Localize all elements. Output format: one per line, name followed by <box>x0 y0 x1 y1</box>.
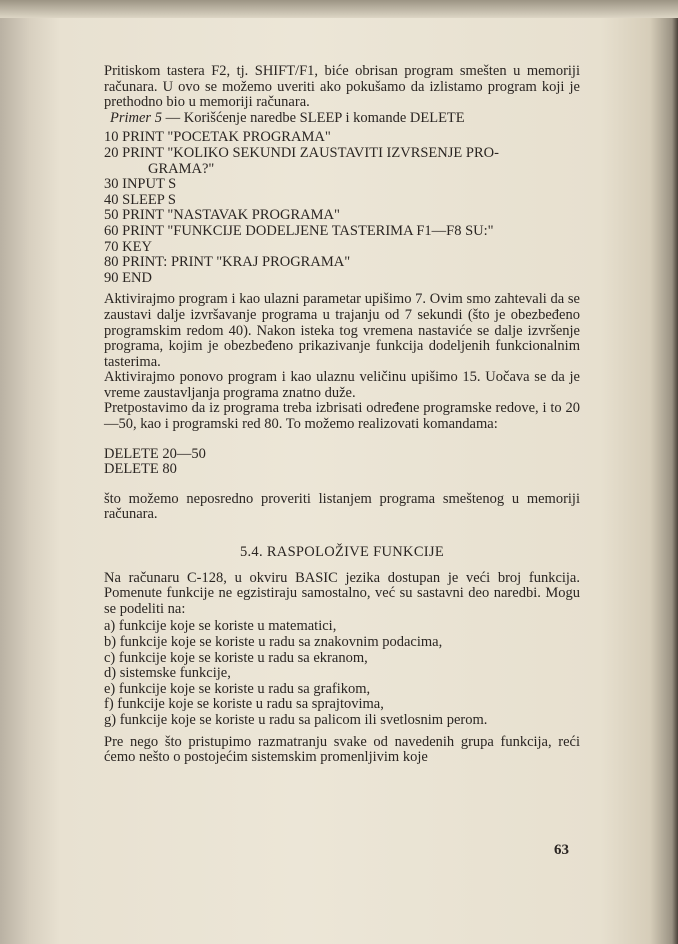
list-item: f) funkcije koje se koriste u radu sa sprajtovima, <box>104 696 384 713</box>
list-item: e) funkcije koje se koriste u radu sa grafikom, <box>104 680 371 697</box>
code-line: 60 PRINT "FUNKCIJE DODELJENE TASTERIMA F1—F8 SU:" <box>104 222 494 239</box>
paragraph-activate: Aktivirajmo program i kao ulazni parametar upišimo 7. Ovim smo zahtevali da se zaustavi dalje izvršavanje programa u trajanju od 7 sekundi (što je obezbeđeno programskim redom 40). Nakon isteka tog vremena nastaviće se dalje izvršenje programa, kojim je obezbeđeno prikazivanje funkcija dodeljenih funkcionalnim tasterima. <box>104 291 580 370</box>
code-line: 10 PRINT "POCETAK PROGRAMA" <box>104 129 331 146</box>
code-line: 20 PRINT "KOLIKO SEKUNDI ZAUSTAVITI IZVRSENJE PRO- <box>104 144 499 161</box>
code-line: 50 PRINT "NASTAVAK PROGRAMA" <box>104 207 340 224</box>
list-item: c) funkcije koje se koriste u radu sa ekranom, <box>104 649 368 666</box>
code-line-continuation: GRAMA?" <box>148 160 215 177</box>
function-category-list <box>104 619 580 728</box>
delete-commands <box>104 447 580 478</box>
list-item: a) funkcije koje se koriste u matematici, <box>104 618 337 635</box>
code-line: 90 END <box>104 269 152 286</box>
command-line: DELETE 80 <box>104 461 177 478</box>
basic-program-listing <box>104 130 580 286</box>
code-line: 40 SLEEP S <box>104 191 176 208</box>
list-item: b) funkcije koje se koriste u radu sa znakovnim podacima, <box>104 634 443 650</box>
page-content <box>104 64 580 766</box>
example-label: Primer 5 <box>110 109 162 126</box>
paragraph-delete-lines: Pretpostavimo da iz programa treba izbrisati određene programske redove, i to 20—50, kao i programski red 80. To možemo realizovati komandama: <box>104 400 580 433</box>
list-item: g) funkcije koje se koriste u radu sa palicom ili svetlosnim perom. <box>104 711 488 728</box>
paragraph-functions-intro: Na računaru C-128, u okviru BASIC jezika dostupan je veći broj funkcija. Pomenute funkcije ne egzistiraju samostalno, već su sastavni deo naredbi. Mogu se podeliti na: <box>104 569 580 617</box>
paragraph-verify: što možemo neposredno proveriti listanjem programa smeštenog u memoriji računara. <box>104 490 580 523</box>
list-item: d) sistemske funkcije, <box>104 665 231 682</box>
code-line: 30 INPUT S <box>104 176 177 193</box>
example-description: — Korišćenje naredbe SLEEP i komande DELETE <box>161 109 465 126</box>
paragraph-activate-again: Aktivirajmo ponovo program i kao ulaznu veličinu upišimo 15. Uočava se da je vreme zaustavljanja programa znatno duže. <box>104 369 580 401</box>
paragraph-system-variables: Pre nego što pristupimo razmatranju svake od navedenih grupa funkcija, reći ćemo nešto o postojećim sistemskim promenljivim koje <box>104 733 580 766</box>
command-line: DELETE 20—50 <box>104 445 206 462</box>
paragraph-intro: Pritiskom tastera F2, tj. SHIFT/F1, biće obrisan program smešten u memoriji računara. U ovo se možemo uveriti ako pokušamo da izlistamo program koji je prethodno bio u memoriji računara. <box>104 63 580 111</box>
code-line: 70 KEY <box>104 238 152 255</box>
code-line: 80 PRINT: PRINT "KRAJ PROGRAMA" <box>104 254 351 271</box>
section-heading: 5.4. RASPOLOŽIVE FUNKCIJE <box>239 544 445 561</box>
page-number: 63 <box>554 842 569 858</box>
example-heading <box>110 111 580 127</box>
